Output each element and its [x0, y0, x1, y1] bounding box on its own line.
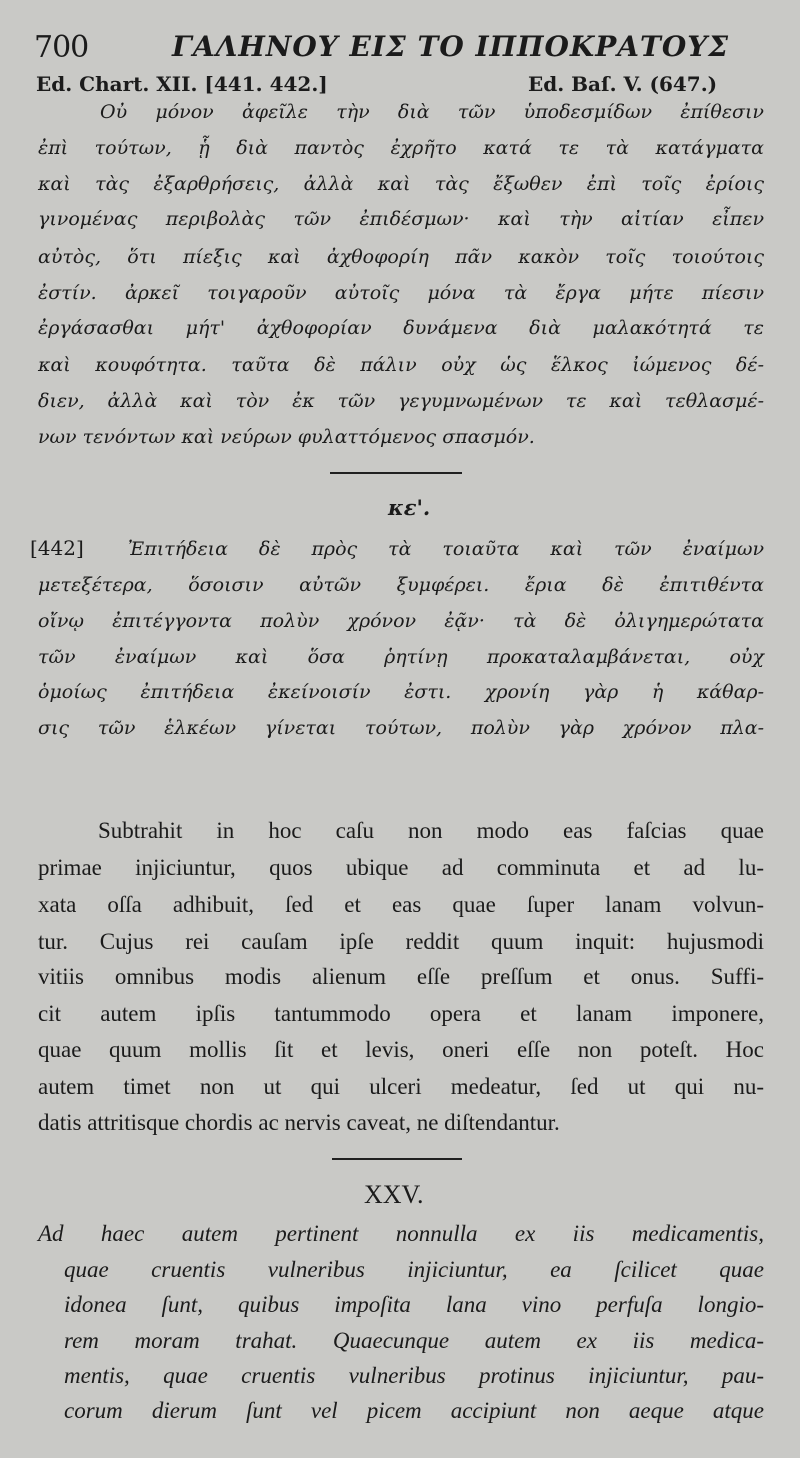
- greek-section-number: κε'.: [388, 495, 431, 520]
- running-title: ΓΑΛΗΝΟΥ ΕΙΣ ΤΟ ΙΠΠΟΚΡΑΤΟΥΣ: [172, 30, 729, 63]
- latin-line: xata oſſa adhibuit, ſed et eas quae ſuper lanam volvun-: [38, 892, 764, 917]
- latin-line: tur. Cujus rei cauſam ipſe reddit quum inquit: hujusmodi: [38, 929, 764, 954]
- greek-line: καὶ κουφότητα. ταῦτα δὲ πάλιν οὐχ ὡς ἕλκος ἰώμενος δέ-: [38, 354, 764, 376]
- latin-italic-line: mentis, quae cruentis vulneribus protinus injiciuntur, pau-: [64, 1363, 764, 1388]
- greek-line: Οὐ μόνον ἀφεῖλε τὴν διὰ τῶν ὑποδεσμίδων ἐπίθεσιν: [100, 101, 764, 123]
- greek-line: γινομένας περιβολὰς τῶν ἐπιδέσμων· καὶ τὴν αἰτίαν εἶπεν: [38, 208, 764, 230]
- latin-line: primae injiciuntur, quos ubique ad comminuta et ad lu-: [38, 855, 764, 880]
- greek-line: νων τενόντων καὶ νεύρων φυλαττόμενος σπασμόν.: [38, 426, 535, 448]
- section-divider: [330, 472, 462, 474]
- edition-reference-left: Ed. Chart. XII. [441. 442.]: [36, 72, 328, 96]
- latin-line: autem timet non ut qui ulceri medeatur, ſed ut qui nu-: [38, 1074, 764, 1099]
- greek-line: ὁμοίως ἐπιτήδεια ἐκείνοισίν ἐστι. χρονίη γὰρ ἡ κάθαρ-: [38, 681, 764, 703]
- greek-line: ἐργάσασθαι μήτ' ἀχθοφορίαν δυνάμενα διὰ μαλακότητά τε: [38, 317, 764, 339]
- greek-line: Ἐπιτήδεια δὲ πρὸς τὰ τοιαῦτα καὶ τῶν ἐναίμων: [128, 538, 764, 560]
- greek-line: καὶ τὰς ἐξαρθρήσεις, ἀλλὰ καὶ τὰς ἔξωθεν ἐπὶ τοῖς ἐρίοις: [38, 173, 764, 195]
- greek-line: οἴνῳ ἐπιτέγγοντα πολὺν χρόνον ἐᾷν· τὰ δὲ ὀλιγημερώτατα: [38, 610, 764, 632]
- section-divider: [332, 1158, 462, 1160]
- latin-line: quae quum mollis ſit et levis, oneri eſſe non poteſt. Hoc: [38, 1037, 764, 1062]
- greek-line: σις τῶν ἑλκέων γίνεται τούτων, πολὺν γὰρ χρόνον πλα-: [38, 717, 764, 739]
- latin-line: cit autem ipſis tantummodo opera et lanam imponere,: [38, 1001, 764, 1026]
- latin-italic-line: idonea ſunt, quibus impoſita lana vino perfuſa longio-: [64, 1292, 764, 1317]
- page-number: 700: [34, 30, 89, 65]
- greek-line: τῶν ἐναίμων καὶ ὅσα ῥητίνῃ προκαταλαμβάνεται, οὐχ: [38, 646, 764, 668]
- greek-line: μετεξέτερα, ὅσοισιν αὐτῶν ξυμφέρει. ἔρια δὲ ἐπιτιθέντα: [38, 574, 764, 596]
- latin-line: datis attritisque chordis ac nervis caveat, ne diſtendantur.: [38, 1110, 560, 1135]
- latin-italic-line: quae cruentis vulneribus injiciuntur, ea ſcilicet quae: [64, 1257, 764, 1282]
- latin-section-number: XXV.: [364, 1180, 424, 1209]
- latin-italic-line: rem moram trahat. Quaecunque autem ex iis medica-: [64, 1328, 764, 1353]
- edition-reference-right: Ed. Baſ. V. (647.): [528, 72, 718, 96]
- greek-line: ἐπὶ τούτων, ᾗ διὰ παντὸς ἐχρῆτο κατά τε τὰ κατάγματα: [38, 137, 764, 159]
- latin-line: Subtrahit in hoc caſu non modo eas faſcias quae: [98, 818, 764, 843]
- page-reference-bracket: [442]: [30, 536, 84, 560]
- latin-italic-line: Ad haec autem pertinent nonnulla ex iis medicamentis,: [38, 1221, 764, 1246]
- greek-line: διεν, ἀλλὰ καὶ τὸν ἐκ τῶν γεγυμνωμένων τε καὶ τεθλασμέ-: [38, 390, 764, 412]
- latin-italic-line: corum dierum ſunt vel picem accipiunt non aeque atque: [64, 1398, 764, 1423]
- greek-line: αὐτὸς, ὅτι πίεξις καὶ ἀχθοφορίη πᾶν κακὸν τοῖς τοιούτοις: [38, 246, 764, 268]
- greek-line: ἐστίν. ἀρκεῖ τοιγαροῦν αὐτοῖς μόνα τὰ ἔργα μήτε πίεσιν: [38, 282, 764, 304]
- latin-line: vitiis omnibus modis alienum eſſe preſſum et onus. Suffi-: [38, 964, 764, 989]
